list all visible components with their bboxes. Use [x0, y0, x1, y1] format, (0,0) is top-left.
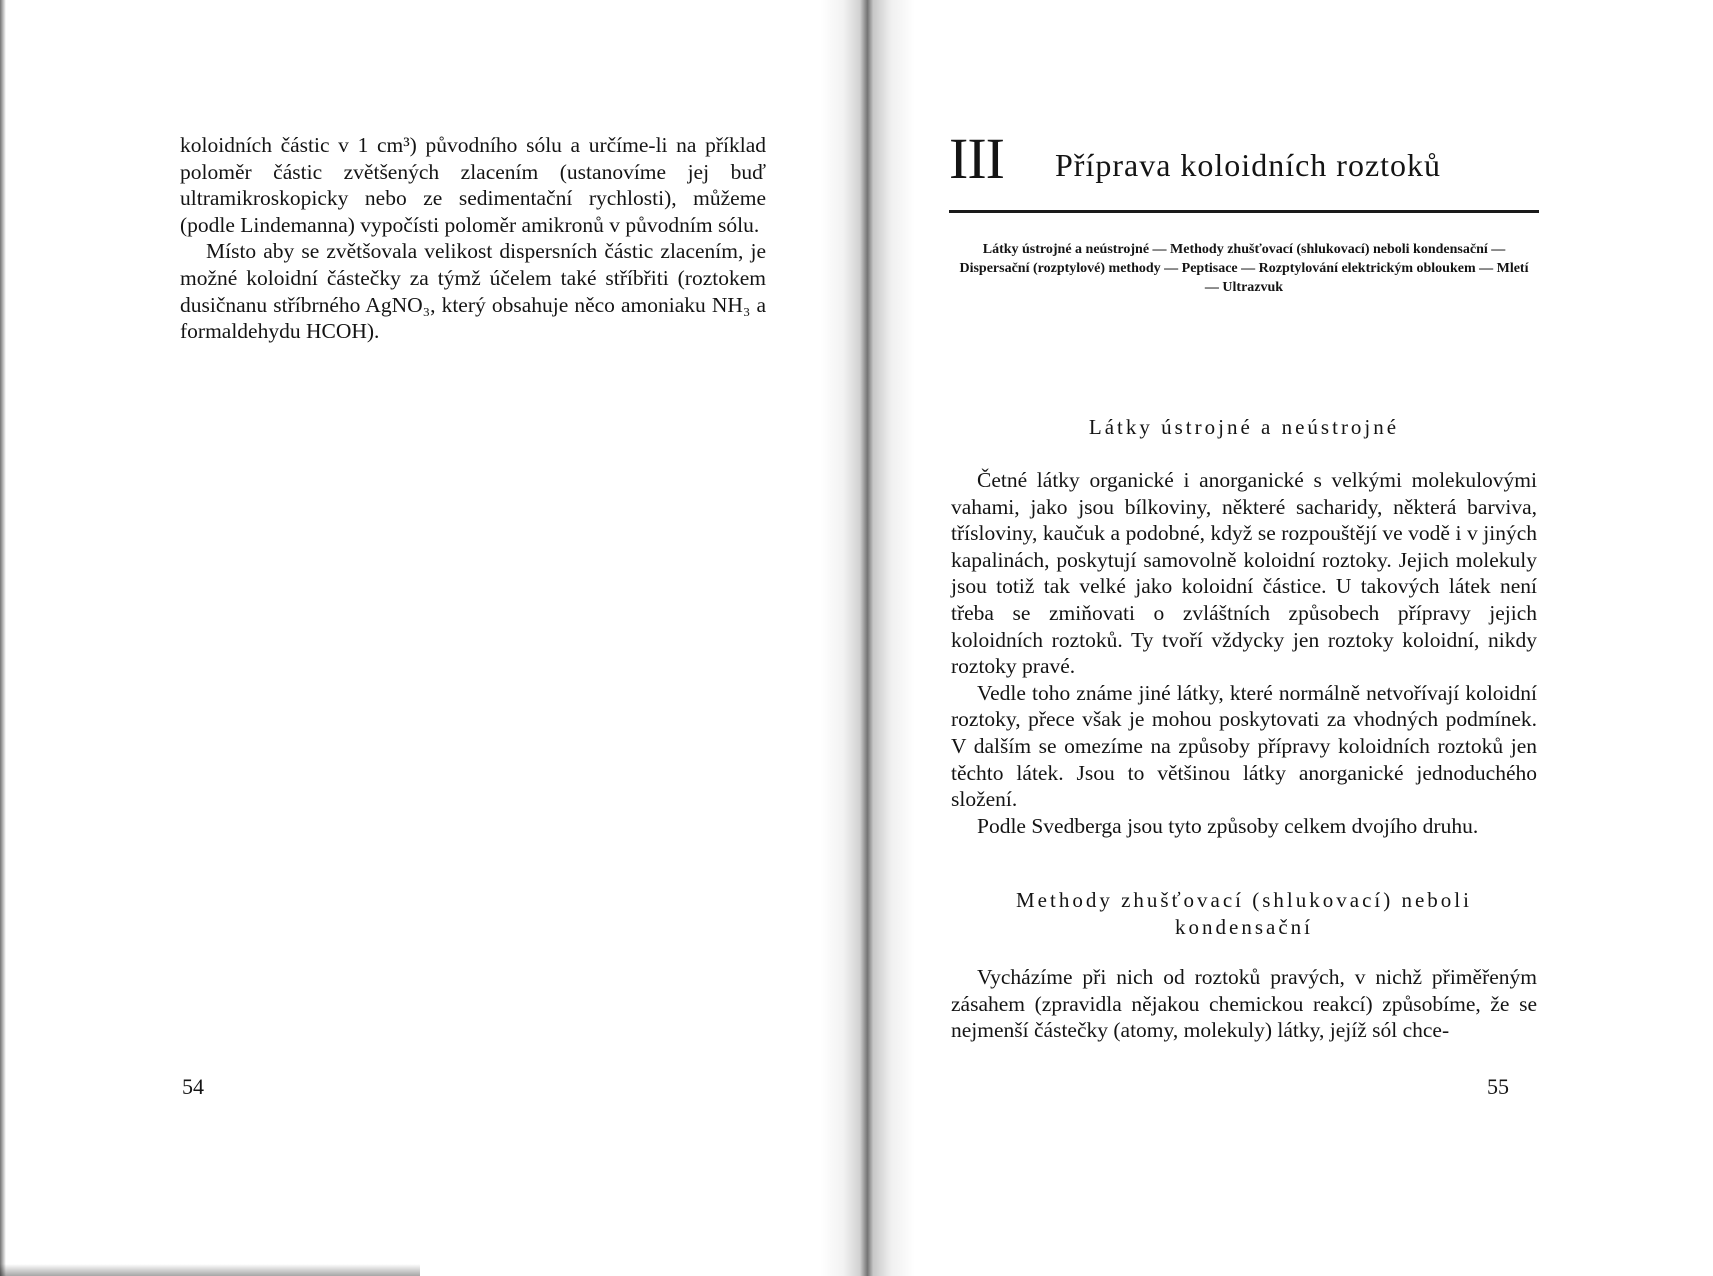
chapter-summary: Látky ústrojné a neústrojné — Methody zhušťovací (shlukovací) neboli kondensační — Dispersační (rozptylové) methody — Peptisace — Rozptylování elektrickým obloukem — Mletí — Ultrazvuk	[959, 242, 1529, 295]
section-text	[951, 467, 1537, 839]
page-number-right: 55	[1487, 1074, 1509, 1099]
section-text	[951, 964, 1537, 1044]
section-heading: Methody zhušťovací (shlukovací) neboli kondensační	[1016, 888, 1472, 939]
section-heading: Látky ústrojné a neústrojné	[1088, 415, 1400, 439]
chapter-rule	[949, 210, 1539, 213]
page-number-left: 54	[182, 1074, 204, 1099]
paragraph: Místo aby se zvětšovala velikost dispersních částic zlacením, je možné koloidní částečky za týmž účelem také stříbřiti (roztokem dusičnanu stříbrného AgNO₃, který obsahuje něco amoniaku NH₃ a formaldehydu HCOH).	[180, 239, 766, 344]
paragraph: Vycházíme při nich od roztoků pravých, v nichž přiměřeným zásahem (zpravidla nějakou chemickou reakcí) způsobíme, že se nejmenší částečky (atomy, molekuly) látky, jejíž sól chce-	[951, 965, 1537, 1043]
left-page	[0, 0, 855, 1276]
chapter-header	[949, 128, 1539, 208]
left-page-text	[180, 132, 766, 345]
chapter-title: Příprava koloidních roztoků	[1055, 147, 1442, 183]
paragraph: koloidních částic v 1 cm³) původního sólu a určíme-li na příklad poloměr částic zvětšených zlacením (ustanovíme jej buď ultramikroskopicky nebo ze sedimentační rychlosti), můžeme (podle Lindemanna) vypočísti poloměr amikronů v původním sólu.	[180, 133, 766, 237]
chapter-numeral: III	[949, 126, 1004, 191]
paragraph: Četné látky organické i anorganické s velkými molekulovými vahami, jako jsou bílkoviny, některé sacharidy, některá barviva, třísloviny, kaučuk a podobné, když se rozpouštějí ve vodě i v jiných kapalinách, poskytují samovolně koloidní roztoky. Jejich molekuly jsou totiž tak velké jako koloidní částice. U takových látek není třeba se zmiňovati o zvláštních způsobech přípravy jejich koloidních roztoků. Ty tvoří vždycky jen roztoky koloidní, nikdy roztoky pravé.	[951, 468, 1537, 679]
paragraph: Vedle toho známe jiné látky, které normálně netvořívají koloidní roztoky, přece však je mohou poskytovati za vhodných podmínek. V dalším se omezíme na způsoby přípravy koloidních roztoků jen těchto látek. Jsou to většinou látky anorganické jednoduchého složení.	[951, 680, 1537, 812]
paragraph: Podle Svedberga jsou tyto způsoby celkem dvojího druhu.	[977, 813, 1479, 838]
